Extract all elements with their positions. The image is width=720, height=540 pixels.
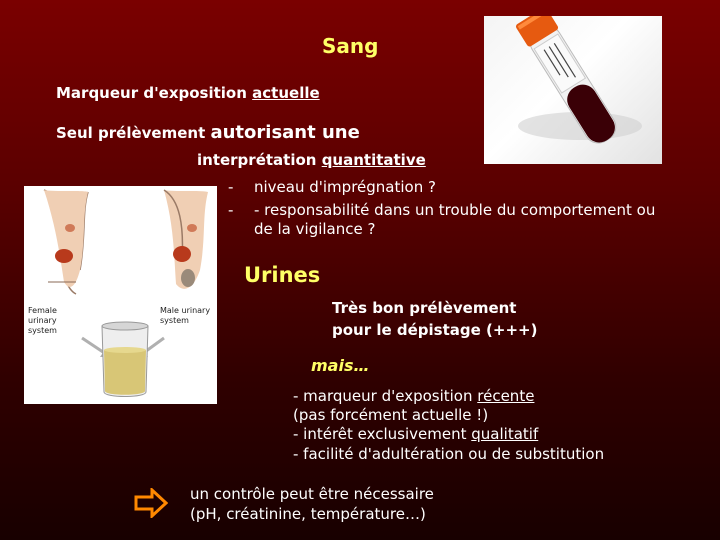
urinary-anatomy-icon	[24, 186, 217, 404]
urines-list-2: (pas forcément actuelle !)	[293, 406, 489, 424]
sang-marqueur-line	[56, 84, 320, 102]
urines-tres-bon-line1: Très bon prélèvement	[332, 299, 517, 317]
urines-list-3	[293, 425, 538, 443]
sang-bullet-2-line1: - responsabilité dans un trouble du comportement ou	[254, 201, 656, 219]
sang-marqueur-word: actuelle	[252, 84, 320, 102]
conclusion-line2: (pH, créatinine, température…)	[190, 505, 426, 523]
blood-tube-photo	[484, 16, 662, 164]
blood-tube-icon	[484, 16, 662, 164]
sang-interp-prefix: interprétation	[197, 151, 322, 169]
urines-list-1-word: récente	[477, 387, 535, 405]
sang-bullet-2-dash: -	[228, 201, 234, 219]
sang-bullet-1: niveau d'imprégnation ?	[254, 178, 436, 196]
female-label: Female urinary system	[28, 306, 57, 335]
urines-list-3-word: qualitatif	[471, 425, 539, 443]
urines-list-1-prefix: - marqueur d'exposition	[293, 387, 478, 405]
sang-seul-prefix: Seul prélèvement	[56, 124, 211, 142]
urines-list-4: - facilité d'adultération ou de substitution	[293, 445, 605, 463]
right-arrow-icon	[134, 488, 168, 518]
sang-bullet-1-dash: -	[228, 178, 234, 196]
urinary-system-image	[24, 186, 217, 404]
sang-title: Sang	[322, 34, 379, 58]
urines-list-3-prefix: - intérêt exclusivement	[293, 425, 472, 443]
sang-interp-word: quantitative	[321, 151, 426, 169]
urines-list-1	[293, 387, 534, 405]
sang-interp-line	[197, 151, 426, 169]
conclusion-line1: un contrôle peut être nécessaire	[190, 485, 434, 503]
urines-mais: mais…	[311, 356, 370, 375]
male-label: Male urinary system	[160, 306, 211, 325]
sang-seul-line	[56, 122, 360, 143]
sang-marqueur-prefix: Marqueur d'exposition	[56, 84, 253, 102]
sang-bullet-2-line2: de la vigilance ?	[254, 220, 376, 238]
urines-title: Urines	[244, 263, 321, 287]
sang-seul-big: autorisant une	[210, 122, 360, 143]
urines-tres-bon-line2: pour le dépistage (+++)	[332, 321, 538, 339]
